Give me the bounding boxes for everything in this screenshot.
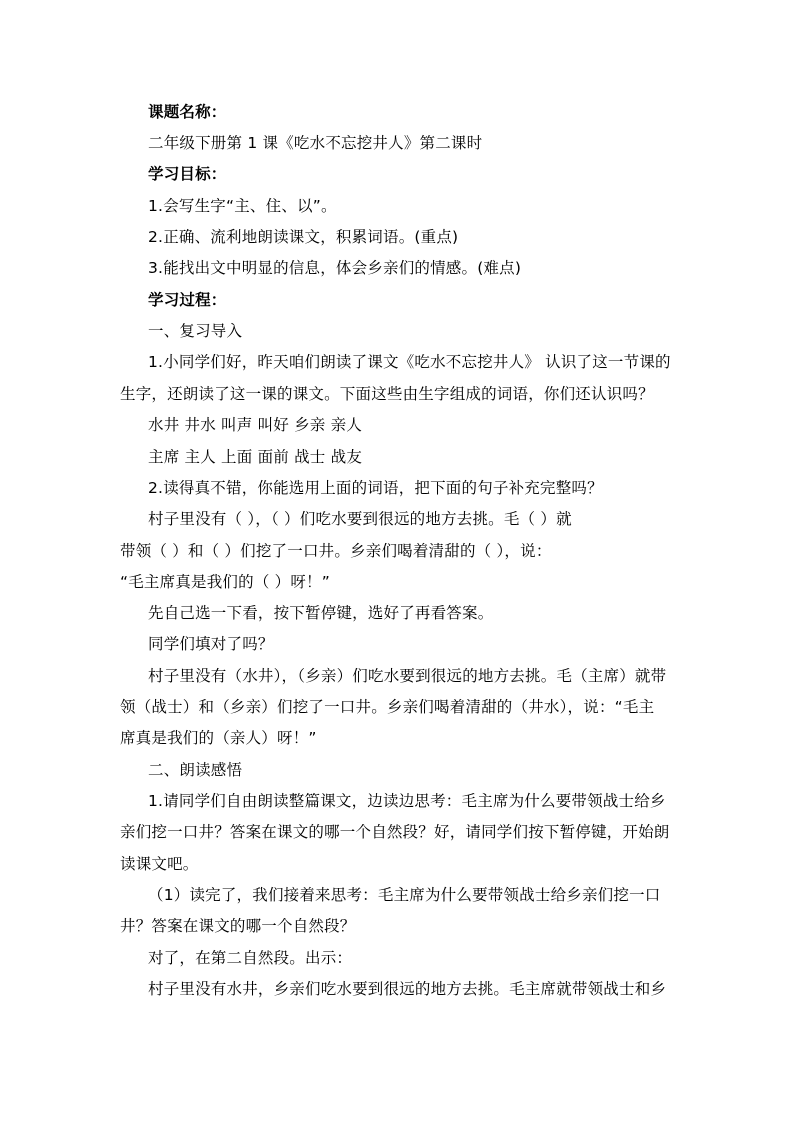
paragraph-line: 2.读得真不错，你能选用上面的词语，把下面的句子补充完整吗？ bbox=[148, 479, 603, 497]
answer-line: 领（战士）和（乡亲）们挖了一口井。乡亲们喝着清甜的（井水），说：“毛主 bbox=[120, 698, 655, 716]
topic-text: 二年级下册第 1 课《吃水不忘挖井人》第二课时 bbox=[148, 134, 483, 152]
heading-topic: 课题名称： bbox=[148, 103, 227, 121]
paragraph-line: 村子里没有水井，乡亲们吃水要到很远的地方去挑。毛主席就带领战士和乡 bbox=[148, 980, 667, 998]
answer-line: 村子里没有（水井），（乡亲）们吃水要到很远的地方去挑。毛（主席）就带 bbox=[148, 667, 667, 685]
objective-1: 1.会写生字“主、住、以”。 bbox=[148, 197, 337, 215]
paragraph-line: 读课文吧。 bbox=[120, 855, 199, 873]
word-list-row-1: 水井 井水 叫声 叫好 乡亲 亲人 bbox=[148, 416, 363, 434]
paragraph-line: 1.小同学们好，昨天咱们朗读了课文《吃水不忘挖井人》 认识了这一节课的 bbox=[148, 353, 671, 371]
objective-3: 3.能找出文中明显的信息，体会乡亲们的情感。(难点) bbox=[148, 259, 522, 277]
fill-blank-line: 带领（ ）和（ ）们挖了一口井。乡亲们喝着清甜的（ ），说： bbox=[120, 542, 552, 560]
answer-line: 席真是我们的（亲人）呀！” bbox=[120, 729, 317, 747]
heading-process: 学习过程： bbox=[148, 291, 227, 309]
paragraph-line: 同学们填对了吗？ bbox=[148, 635, 274, 653]
word-list-row-2: 主席 主人 上面 面前 战士 战友 bbox=[148, 448, 363, 466]
heading-objectives: 学习目标： bbox=[148, 165, 227, 183]
paragraph-line: （1）读完了，我们接着来思考：毛主席为什么要带领战士给乡亲们挖一口 bbox=[148, 886, 661, 904]
objective-2: 2.正确、流利地朗读课文，积累词语。(重点) bbox=[148, 228, 459, 246]
section-1-title: 一、复习导入 bbox=[148, 322, 243, 340]
paragraph-line: 井？答案在课文的哪一个自然段？ bbox=[120, 917, 356, 935]
section-2-title: 二、朗读感悟 bbox=[148, 761, 243, 779]
paragraph-line: 生字，还朗读了这一课的课文。下面这些由生字组成的词语，你们还认识吗？ bbox=[120, 385, 654, 403]
paragraph-line: 对了，在第二自然段。出示： bbox=[148, 949, 353, 967]
paragraph-line: 亲们挖一口井？答案在课文的哪一个自然段？好，请同学们按下暂停键，开始朗 bbox=[120, 823, 670, 841]
fill-blank-line: 村子里没有（ ），（ ）们吃水要到很远的地方去挑。毛（ ）就 bbox=[148, 510, 572, 528]
paragraph-line: 1.请同学们自由朗读整篇课文，边读边思考：毛主席为什么要带领战士给乡 bbox=[148, 792, 666, 810]
fill-blank-line: “毛主席真是我们的（ ）呀！” bbox=[120, 573, 330, 591]
paragraph-line: 先自己选一下看，按下暂停键，选好了再看答案。 bbox=[148, 604, 494, 622]
